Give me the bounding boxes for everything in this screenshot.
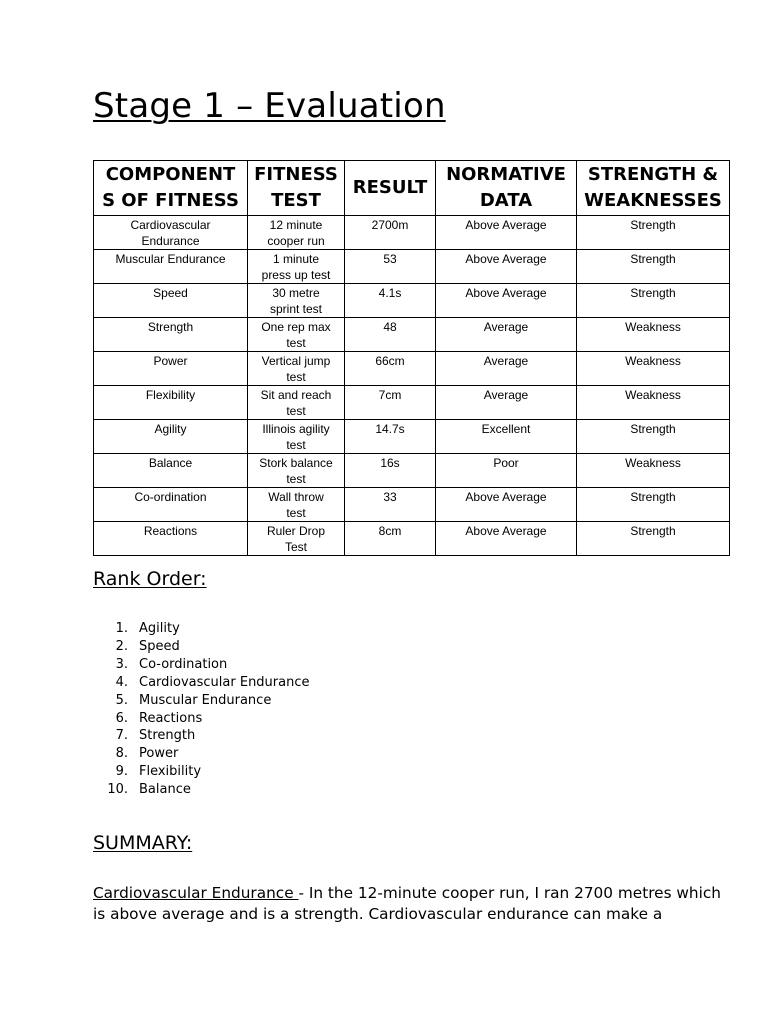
result-cell <box>345 386 436 420</box>
header-text-line: COMPONENT <box>105 164 236 185</box>
cell-text-line: Vertical jump <box>261 354 331 368</box>
strength-weakness-cell <box>577 284 730 318</box>
table-row <box>94 522 730 556</box>
cell-text-line: Illinois agility <box>262 422 330 436</box>
normative-data-cell <box>436 318 577 352</box>
cell-text-line: test <box>286 404 306 418</box>
rank-label: Speed <box>139 638 180 654</box>
normative-data-cell <box>436 284 577 318</box>
normative-data-cell <box>436 386 577 420</box>
cell-text-line: Poor <box>493 456 519 470</box>
normative-data-cell <box>436 352 577 386</box>
cell-text-line: Test <box>284 540 307 554</box>
component-cell <box>94 216 248 250</box>
fitness-test-cell <box>248 454 345 488</box>
result-cell <box>345 420 436 454</box>
cell-text-line: Weakness <box>625 456 681 470</box>
fitness-test-cell <box>248 522 345 556</box>
header-text-line: S OF FITNESS <box>102 190 239 211</box>
rank-number: 5. <box>115 692 128 708</box>
rank-list-item <box>93 692 310 710</box>
cell-text-line: Average <box>483 320 529 334</box>
cell-text-line: 66cm <box>375 354 405 368</box>
table-body <box>94 216 730 556</box>
rank-list-item <box>93 745 310 763</box>
strength-weakness-cell <box>577 216 730 250</box>
table-row <box>94 250 730 284</box>
cell-text-line: Average <box>483 388 529 402</box>
rank-order-heading: Rank Order: <box>93 568 207 590</box>
cell-text-line: Strength <box>630 524 676 538</box>
strength-weakness-cell <box>577 488 730 522</box>
header-normative-data <box>436 161 577 216</box>
cell-text-line: Weakness <box>625 388 681 402</box>
rank-list-item <box>93 638 310 656</box>
cell-text-line: test <box>286 438 306 452</box>
strength-weakness-cell <box>577 386 730 420</box>
table-row <box>94 284 730 318</box>
cell-text-line: Balance <box>148 456 193 470</box>
fitness-test-cell <box>248 488 345 522</box>
rank-list-item <box>93 620 310 638</box>
cell-text-line: Strength <box>630 218 676 232</box>
result-cell <box>345 352 436 386</box>
strength-weakness-cell <box>577 318 730 352</box>
component-cell <box>94 522 248 556</box>
summary-heading: SUMMARY: <box>93 832 193 854</box>
strength-weakness-cell <box>577 454 730 488</box>
cell-text-line: cooper run <box>267 234 325 248</box>
cell-text-line: 1 minute <box>272 252 320 266</box>
cell-text-line: Sit and reach <box>260 388 332 402</box>
table-row <box>94 454 730 488</box>
cell-text-line: Above Average <box>465 286 547 300</box>
normative-data-cell <box>436 250 577 284</box>
fitness-test-cell <box>248 250 345 284</box>
strength-weakness-cell <box>577 420 730 454</box>
fitness-evaluation-table <box>93 160 730 556</box>
fitness-test-cell <box>248 352 345 386</box>
rank-number: 2. <box>115 638 128 654</box>
normative-data-cell <box>436 216 577 250</box>
rank-list-item <box>93 674 310 692</box>
rank-number: 6. <box>115 710 128 726</box>
cell-text-line: 12 minute <box>269 218 323 232</box>
header-text-line: RESULT <box>352 177 428 198</box>
cell-text-line: Flexibility <box>145 388 196 402</box>
header-text-line: FITNESS <box>254 164 338 185</box>
header-text-line: TEST <box>271 190 321 211</box>
component-cell <box>94 284 248 318</box>
cell-text-line: 4.1s <box>378 286 402 300</box>
header-strength-weaknesses <box>577 161 730 216</box>
cell-text-line: Speed <box>153 286 188 300</box>
strength-weakness-cell <box>577 352 730 386</box>
cell-text-line: Weakness <box>625 320 681 334</box>
table-row <box>94 318 730 352</box>
rank-list-item <box>93 710 310 728</box>
component-cell <box>94 386 248 420</box>
cell-text-line: Muscular Endurance <box>115 252 226 266</box>
cell-text-line: Stork balance <box>259 456 333 470</box>
fitness-test-cell <box>248 284 345 318</box>
cell-text-line: Above Average <box>465 252 547 266</box>
strength-weakness-cell <box>577 250 730 284</box>
component-cell <box>94 318 248 352</box>
cell-text-line: test <box>286 472 306 486</box>
header-text-line: STRENGTH & <box>587 164 719 185</box>
cell-text-line: Reactions <box>143 524 198 538</box>
rank-number: 1. <box>115 621 128 636</box>
cell-text-line: Strength <box>630 252 676 266</box>
cell-text-line: Strength <box>630 490 676 504</box>
cell-text-line: Excellent <box>481 422 531 436</box>
component-cell <box>94 454 248 488</box>
rank-label: Power <box>139 746 179 762</box>
result-cell <box>345 216 436 250</box>
fitness-test-cell <box>248 216 345 250</box>
rank-list-item <box>93 763 310 781</box>
cell-text-line: Cardiovascular <box>130 218 211 232</box>
table-row <box>94 216 730 250</box>
rank-label: Cardiovascular Endurance <box>139 674 310 690</box>
cell-text-line: Weakness <box>625 354 681 368</box>
cell-text-line: 53 <box>383 252 397 266</box>
table-row <box>94 386 730 420</box>
rank-list-item <box>93 656 310 674</box>
cell-text-line: 33 <box>383 490 397 504</box>
cell-text-line: 7cm <box>378 388 402 402</box>
table-row <box>94 488 730 522</box>
cell-text-line: Strength <box>147 320 194 334</box>
summary-term: Cardiovascular Endurance <box>93 884 299 902</box>
cell-text-line: 8cm <box>378 524 402 538</box>
page-title: Stage 1 – Evaluation <box>93 86 446 126</box>
rank-number: 4. <box>115 674 128 690</box>
cell-text-line: Above Average <box>465 524 547 538</box>
cell-text-line: sprint test <box>269 302 323 316</box>
normative-data-cell <box>436 454 577 488</box>
rank-number: 10. <box>107 782 128 798</box>
cell-text-line: Endurance <box>141 234 200 248</box>
cell-text-line: Power <box>153 354 188 368</box>
rank-number: 9. <box>115 764 128 780</box>
cell-text-line: Strength <box>630 422 676 436</box>
cell-text-line: Average <box>483 354 529 368</box>
component-cell <box>94 250 248 284</box>
cell-text-line: Agility <box>154 422 187 436</box>
cell-text-line: 30 metre <box>272 286 320 300</box>
rank-label: Muscular Endurance <box>139 692 272 708</box>
rank-label: Co-ordination <box>139 656 228 672</box>
rank-number: 3. <box>115 656 128 672</box>
result-cell <box>345 318 436 352</box>
summary-body: - In the 12-minute cooper run, I ran 2700 metres which is above average and is a strength. Cardiovascular endurance can make a <box>93 884 721 923</box>
header-result <box>345 161 436 216</box>
rank-label: Flexibility <box>139 764 202 780</box>
cell-text-line: 48 <box>383 320 397 334</box>
component-cell <box>94 488 248 522</box>
normative-data-cell <box>436 488 577 522</box>
fitness-test-cell <box>248 386 345 420</box>
table-row <box>94 352 730 386</box>
cell-text-line: Ruler Drop <box>266 524 326 538</box>
result-cell <box>345 250 436 284</box>
rank-label: Strength <box>139 728 196 744</box>
rank-list-item <box>93 727 310 745</box>
component-cell <box>94 352 248 386</box>
cell-text-line: One rep max <box>261 320 331 334</box>
header-text-line: WEAKNESSES <box>584 190 722 211</box>
cell-text-line: Above Average <box>465 218 547 232</box>
normative-data-cell <box>436 522 577 556</box>
normative-data-cell <box>436 420 577 454</box>
cell-text-line: test <box>286 370 306 384</box>
cell-text-line: press up test <box>261 268 331 282</box>
rank-order-list <box>93 620 310 799</box>
rank-label: Agility <box>139 621 180 636</box>
result-cell <box>345 488 436 522</box>
strength-weakness-cell <box>577 522 730 556</box>
header-fitness-test <box>248 161 345 216</box>
cell-text-line: Strength <box>630 286 676 300</box>
cell-text-line: test <box>286 506 306 520</box>
result-cell <box>345 454 436 488</box>
rank-number: 7. <box>115 728 128 744</box>
cell-text-line: test <box>286 336 306 350</box>
rank-label: Reactions <box>139 710 203 726</box>
summary-paragraph <box>93 883 723 925</box>
component-cell <box>94 420 248 454</box>
result-cell <box>345 284 436 318</box>
cell-text-line: 14.7s <box>375 422 405 436</box>
rank-list-item <box>93 781 310 799</box>
table-header-row <box>94 161 730 216</box>
header-text-line: DATA <box>479 190 533 211</box>
cell-text-line: Co-ordination <box>134 490 207 504</box>
cell-text-line: Wall throw <box>268 490 324 504</box>
result-cell <box>345 522 436 556</box>
cell-text-line: 16s <box>380 456 400 470</box>
header-components <box>94 161 248 216</box>
cell-text-line: Above Average <box>465 490 547 504</box>
header-text-line: NORMATIVE <box>446 164 566 185</box>
rank-number: 8. <box>115 746 128 762</box>
cell-text-line: 2700m <box>371 218 409 232</box>
fitness-test-cell <box>248 420 345 454</box>
fitness-test-cell <box>248 318 345 352</box>
rank-label: Balance <box>139 782 191 798</box>
table-row <box>94 420 730 454</box>
